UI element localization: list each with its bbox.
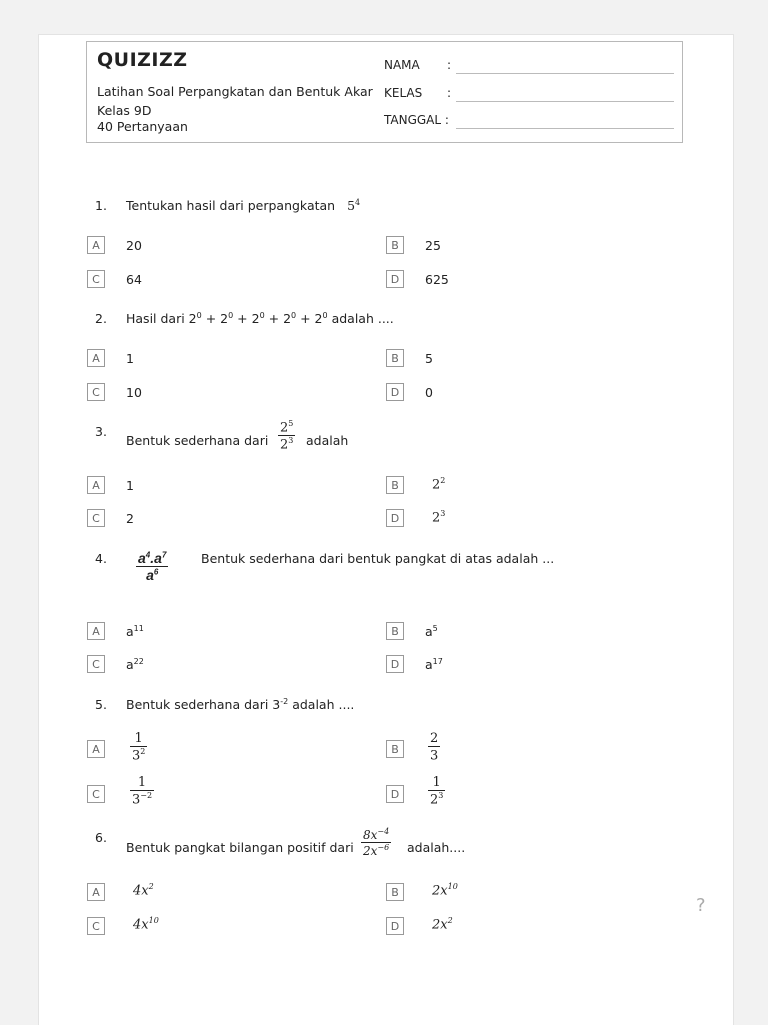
option-c-text: 10	[126, 385, 142, 400]
option-b-text: 25	[425, 238, 441, 253]
question-text: Tentukan hasil dari perpangkatan $5^4$	[126, 198, 361, 214]
question-fraction: $\frac{a^4.a^7}{a^6}$	[138, 550, 167, 583]
option-a-text: $a^{11}$	[126, 624, 144, 640]
question-text: Bentuk sederhana dari	[126, 433, 269, 448]
question-number: 1.	[95, 198, 107, 213]
worksheet-class: Kelas 9D	[97, 103, 152, 118]
question-text: Hasil dari $2^0 + 2^0 + 2^0 + 2^0 + 2^0$ adalah ....	[126, 311, 394, 327]
option-d-text: 625	[425, 272, 449, 287]
option-d-box[interactable]: D	[386, 917, 404, 935]
option-d-box[interactable]: D	[386, 509, 404, 527]
question-suffix: adalah....	[407, 840, 466, 855]
worksheet-title: Latihan Soal Perpangkatan dan Bentuk Akar	[97, 84, 373, 99]
option-a-box[interactable]: A	[87, 349, 105, 367]
option-a-text: 1	[126, 478, 134, 493]
name-colon: :	[447, 58, 452, 72]
option-a-box[interactable]: A	[87, 622, 105, 640]
name-field[interactable]	[456, 73, 674, 74]
option-b-box[interactable]: B	[386, 883, 404, 901]
option-c-box[interactable]: C	[87, 383, 105, 401]
option-d-fraction: $\frac{1}{2^3}$	[430, 775, 444, 808]
option-b-text: $a^5$	[425, 624, 438, 640]
question-suffix: adalah	[306, 433, 349, 448]
question-fraction: $\frac{2^5}{2^3}$	[280, 419, 294, 453]
option-b-box[interactable]: B	[386, 349, 404, 367]
question-number: 2.	[95, 311, 107, 326]
option-c-text: 64	[126, 272, 142, 287]
option-b-box[interactable]: B	[386, 740, 404, 758]
class-colon: :	[447, 86, 452, 100]
option-d-text: $2x^2$	[432, 916, 453, 933]
name-label: NAMA	[384, 58, 420, 72]
option-c-box[interactable]: C	[87, 785, 105, 803]
option-d-text: 0	[425, 385, 433, 400]
question-text: Bentuk sederhana dari bentuk pangkat di atas adalah ...	[201, 551, 555, 566]
option-a-box[interactable]: A	[87, 236, 105, 254]
class-field[interactable]	[456, 101, 674, 102]
option-a-text: $4x^2$	[133, 882, 154, 899]
question-fraction: $\frac{8x^{-4}}{2x^{-6}}$	[363, 827, 390, 858]
help-icon[interactable]: ?	[696, 895, 706, 916]
option-a-box[interactable]: A	[87, 476, 105, 494]
option-d-box[interactable]: D	[386, 383, 404, 401]
option-a-box[interactable]: A	[87, 883, 105, 901]
question-text: Bentuk sederhana dari $3^{-2}$ adalah ....	[126, 697, 355, 713]
option-c-text: $a^{22}$	[126, 657, 144, 673]
option-d-text: $a^{17}$	[425, 657, 443, 673]
option-a-text: 1	[126, 351, 134, 366]
option-c-box[interactable]: C	[87, 509, 105, 527]
option-d-box[interactable]: D	[386, 655, 404, 673]
option-b-box[interactable]: B	[386, 476, 404, 494]
option-d-box[interactable]: D	[386, 270, 404, 288]
option-b-fraction: $\frac{2}{3}$	[430, 731, 439, 764]
option-c-box[interactable]: C	[87, 655, 105, 673]
option-d-box[interactable]: D	[386, 785, 404, 803]
question-count: 40 Pertanyaan	[97, 119, 188, 134]
option-a-text: 20	[126, 238, 142, 253]
option-b-box[interactable]: B	[386, 622, 404, 640]
question-number: 3.	[95, 424, 107, 439]
question-number: 4.	[95, 551, 107, 566]
option-b-text: 5	[425, 351, 433, 366]
option-d-text: $2^3$	[432, 509, 446, 526]
option-c-text: 2	[126, 511, 134, 526]
question-text: Bentuk pangkat bilangan positif dari	[126, 840, 354, 855]
option-c-fraction: $\frac{1}{3^{-2}}$	[132, 775, 153, 808]
question-number: 5.	[95, 697, 107, 712]
option-c-box[interactable]: C	[87, 917, 105, 935]
question-number: 6.	[95, 830, 107, 845]
option-b-text: $2^2$	[432, 476, 446, 493]
option-c-text: $4x^{10}$	[133, 916, 159, 933]
worksheet-page	[38, 34, 734, 1025]
option-a-fraction: $\frac{1}{3^2}$	[132, 731, 146, 764]
option-a-box[interactable]: A	[87, 740, 105, 758]
date-field[interactable]	[456, 128, 674, 129]
option-b-text: $2x^{10}$	[432, 882, 458, 899]
date-label: TANGGAL :	[384, 113, 449, 127]
option-c-box[interactable]: C	[87, 270, 105, 288]
quizizz-logo: QUIZIZZ	[97, 49, 188, 71]
option-b-box[interactable]: B	[386, 236, 404, 254]
class-label: KELAS	[384, 86, 423, 100]
